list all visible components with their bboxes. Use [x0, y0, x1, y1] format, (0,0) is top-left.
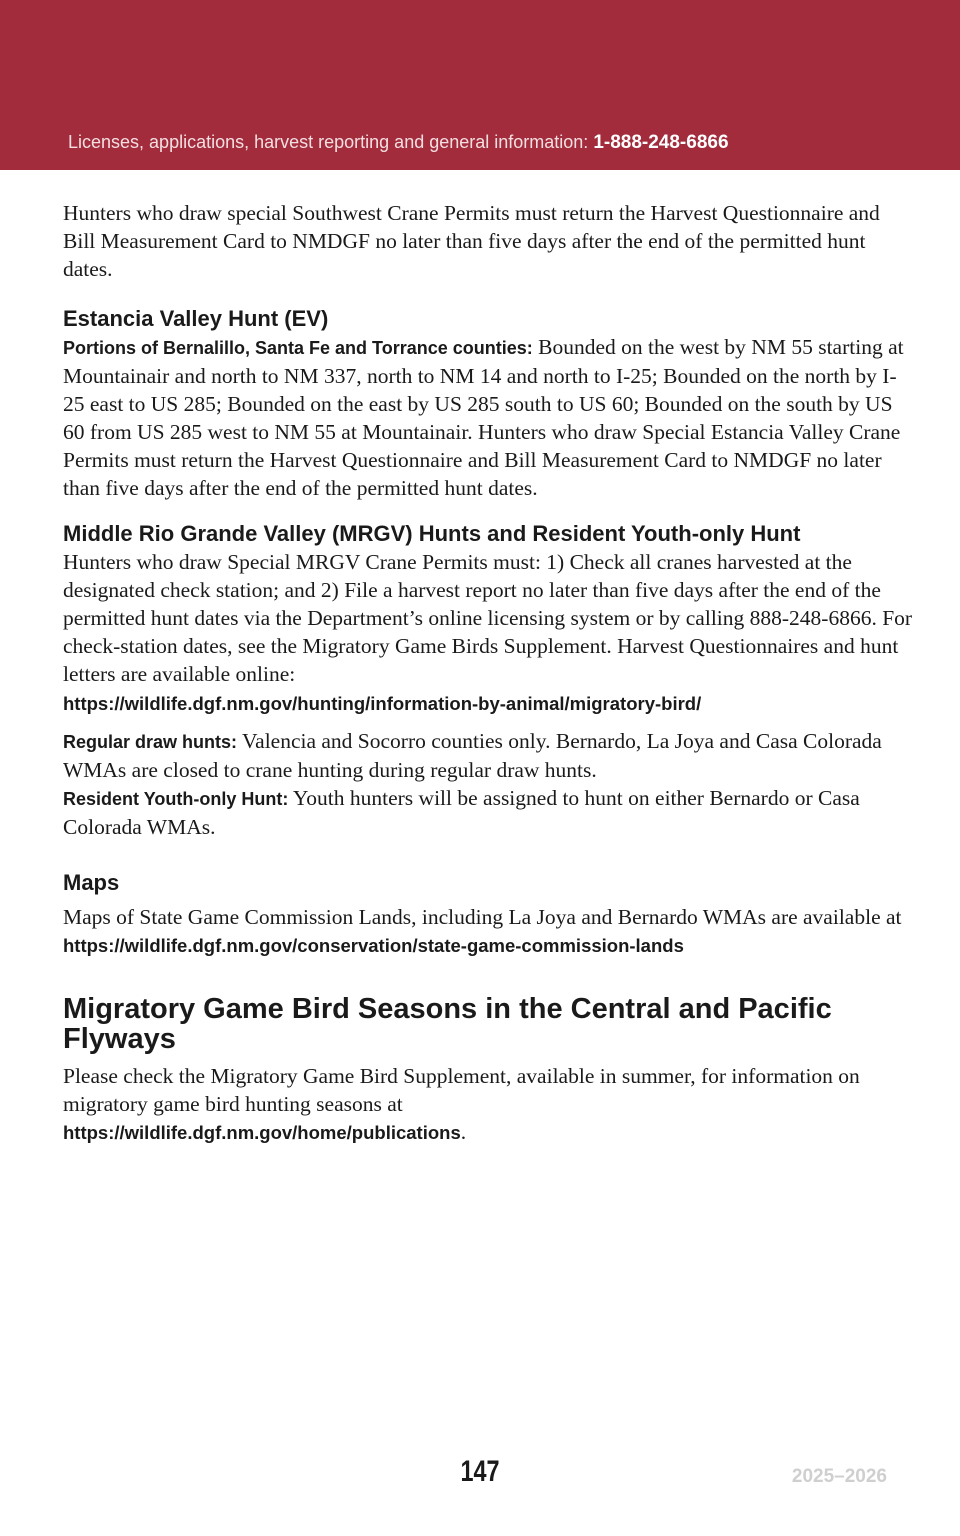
page-content [63, 199, 913, 1147]
header-info-text: Licenses, applications, harvest reporting and general information: [68, 132, 594, 152]
estancia-lead: Portions of Bernalillo, Santa Fe and Torrance counties: [63, 338, 533, 358]
estancia-paragraph [63, 333, 913, 502]
migratory-paragraph: Please check the Migratory Game Bird Supplement, available in summer, for information on migratory game bird hunting seasons at [63, 1064, 860, 1116]
header-banner [0, 0, 960, 170]
maps-url-link[interactable]: https://wildlife.dgf.nm.gov/conservation/state-game-commission-lands [63, 935, 684, 956]
migratory-trail: . [460, 1120, 467, 1144]
regular-draw-paragraph [63, 727, 913, 784]
regular-draw-lead: Regular draw hunts: [63, 732, 238, 752]
southwest-paragraph: Hunters who draw special Southwest Crane Permits must return the Harvest Questionnaire and Bill Measurement Card to NMDGF no later than five days after the end of the permitted hunt dates. [63, 201, 880, 281]
migratory-heading: Migratory Game Bird Seasons in the Central and Pacific Flyways [63, 993, 832, 1055]
regular-draw-text: Valencia and Socorro counties only. Bernardo, La Joya and Casa Colorada WMAs are closed to crane hunting during regular draw hunts. [63, 729, 882, 782]
maps-heading: Maps [63, 870, 120, 895]
mrgv-heading: Middle Rio Grande Valley (MRGV) Hunts and Resident Youth-only Hunt [63, 521, 801, 546]
estancia-heading: Estancia Valley Hunt (EV) [63, 306, 329, 331]
youth-hunt-lead: Resident Youth-only Hunt: [63, 789, 289, 809]
youth-hunt-text: Youth hunters will be assigned to hunt on either Bernardo or Casa Colorada WMAs. [63, 786, 860, 839]
page-number: 147 [460, 1455, 500, 1488]
estancia-text: Bounded on the west by NM 55 starting at Mountainair and north to NM 337, north to NM 14 and north to I-25; Bounded on the north by I-25 east to US 285; Bounded on the east by US 285 south to US 60; Bounded on the south by US 60 from US 285 west to NM 55 at Mountainair. Hunters who draw Special Estancia Valley Crane Permits must return the Harvest Questionnaire and Bill Measurement Card to NMDGF no later than five days after the end of the permitted hunt dates. [63, 335, 904, 500]
season-year: 2025–2026 [791, 1466, 887, 1487]
maps-text: Maps of State Game Commission Lands, including La Joya and Bernardo WMAs are available at [63, 905, 902, 929]
header-phone[interactable]: 1-888-248-6866 [593, 132, 729, 153]
youth-hunt-paragraph [63, 784, 913, 841]
migratory-url-link[interactable]: https://wildlife.dgf.nm.gov/home/publications [63, 1122, 461, 1143]
header-info [68, 132, 729, 154]
maps-paragraph [63, 903, 913, 960]
mrgv-url-link[interactable]: https://wildlife.dgf.nm.gov/hunting/information-by-animal/migratory-bird/ [63, 693, 702, 714]
mrgv-paragraph: Hunters who draw Special MRGV Crane Permits must: 1) Check all cranes harvested at the designated check station; and 2) File a harvest report no later than five days after the end of the permitted hunt dates via the Department’s online licensing system or by calling 888-248-6866. For check-station dates, see the Migratory Game Birds Supplement. Harvest Questionnaires and hunt letters are available online: [63, 550, 913, 686]
